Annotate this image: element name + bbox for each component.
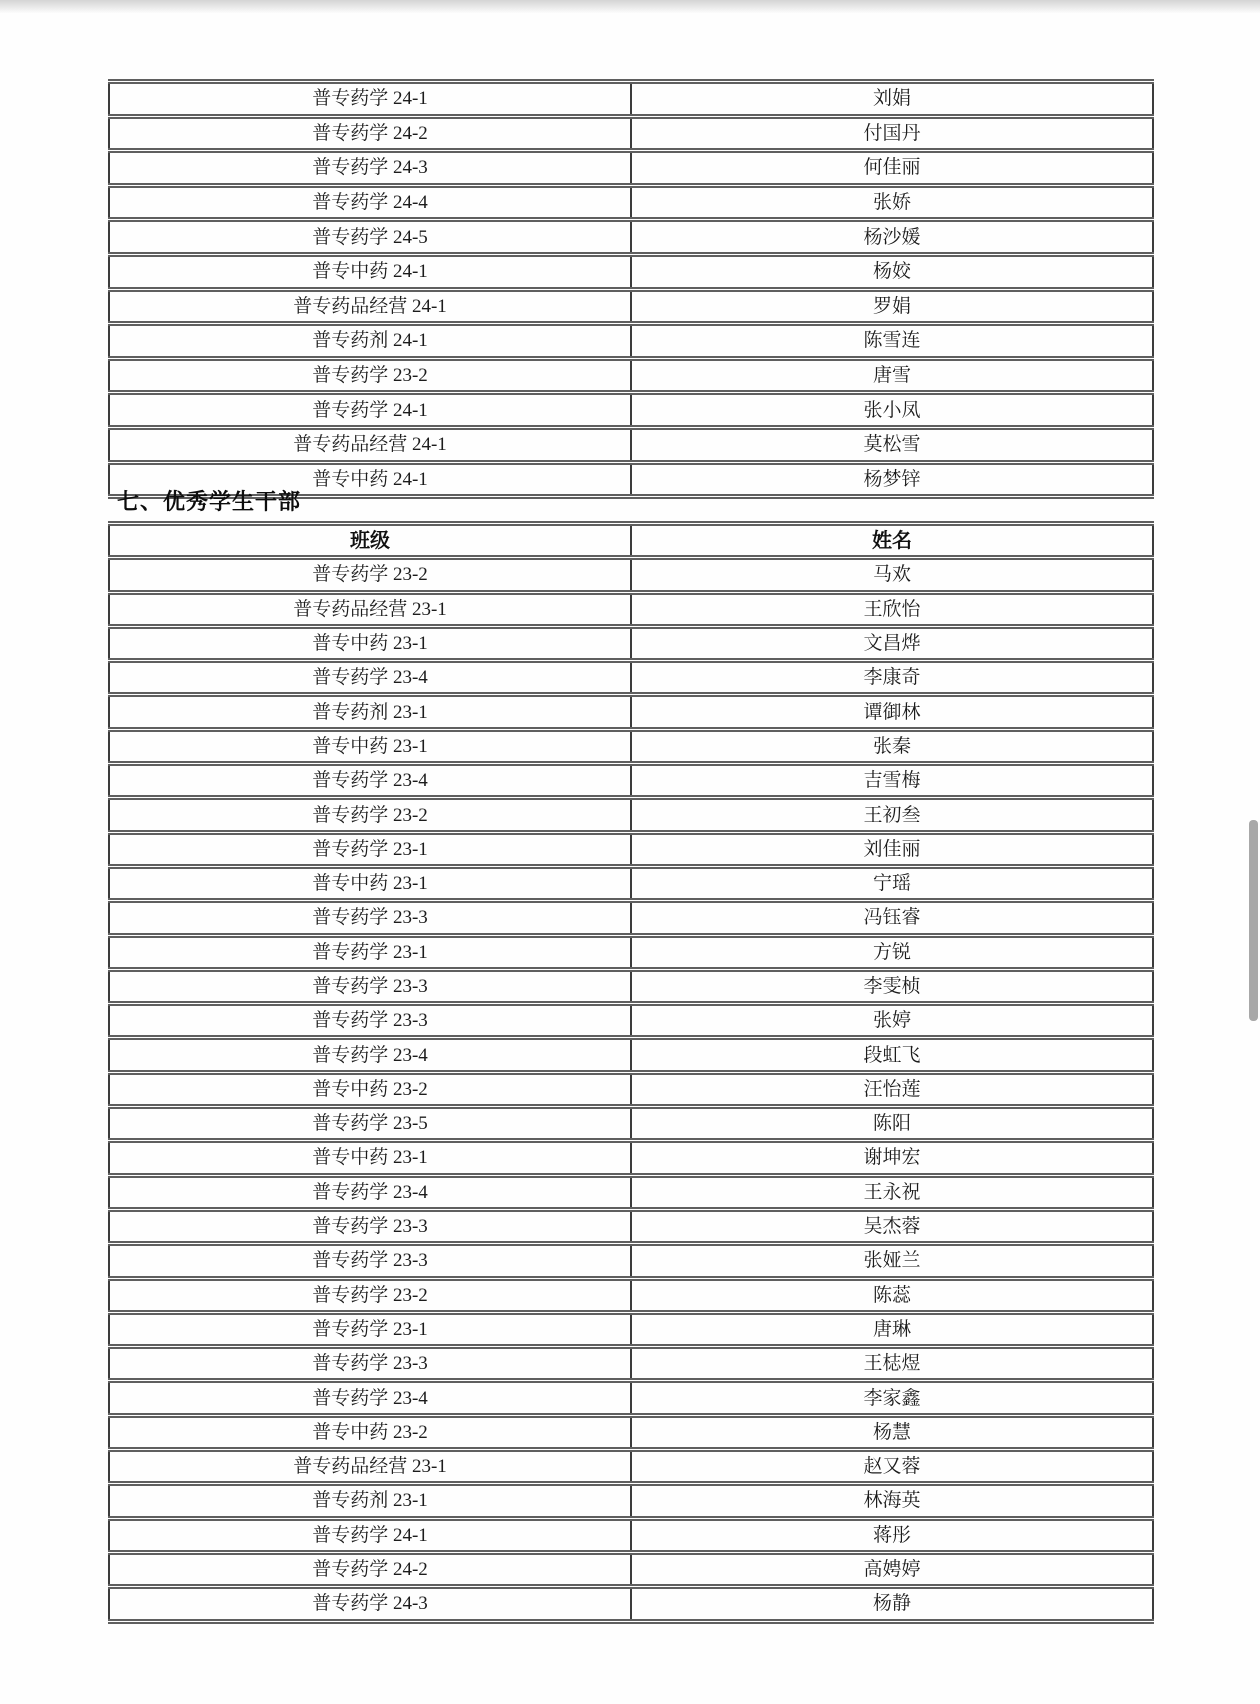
name-cell: 杨沙媛 — [631, 220, 1153, 255]
class-cell: 普专药学 24-2 — [109, 116, 631, 151]
name-cell: 陈阳 — [631, 1107, 1153, 1141]
table-row — [109, 116, 1153, 151]
class-cell: 普专药学 24-1 — [109, 82, 631, 117]
class-cell: 普专药学 23-2 — [109, 798, 631, 832]
name-cell: 陈雪连 — [631, 324, 1153, 359]
name-cell: 何佳丽 — [631, 151, 1153, 186]
class-cell: 普专药学 24-1 — [109, 393, 631, 428]
section-heading: 七、优秀学生干部 — [117, 489, 302, 514]
name-cell: 刘娟 — [631, 82, 1153, 117]
name-cell: 王欣怡 — [631, 592, 1153, 626]
awards-table-continued-body — [109, 82, 1153, 497]
name-cell: 方锐 — [631, 935, 1153, 969]
table-row — [109, 901, 1153, 935]
class-cell: 普专中药 23-2 — [109, 1072, 631, 1106]
name-cell: 文昌烨 — [631, 626, 1153, 660]
name-cell: 赵又蓉 — [631, 1450, 1153, 1484]
table-row — [109, 695, 1153, 729]
class-cell: 普专药品经营 23-1 — [109, 592, 631, 626]
table-row — [109, 185, 1153, 220]
table-row — [109, 1038, 1153, 1072]
table-row — [109, 1450, 1153, 1484]
class-cell: 普专中药 23-2 — [109, 1415, 631, 1449]
table-row — [109, 82, 1153, 117]
name-cell: 李家鑫 — [631, 1381, 1153, 1415]
table-row — [109, 1278, 1153, 1312]
page-top-shadow — [0, 0, 1260, 16]
name-cell: 谢坤宏 — [631, 1141, 1153, 1175]
table-row — [109, 1175, 1153, 1209]
name-cell: 张娇 — [631, 185, 1153, 220]
class-cell: 普专中药 23-1 — [109, 626, 631, 660]
table-row — [109, 626, 1153, 660]
table-row — [109, 1347, 1153, 1381]
name-cell: 王永祝 — [631, 1175, 1153, 1209]
class-cell: 普专药剂 23-1 — [109, 1484, 631, 1518]
name-cell: 高娉婷 — [631, 1552, 1153, 1586]
name-cell: 张秦 — [631, 729, 1153, 763]
class-cell: 普专药学 24-3 — [109, 151, 631, 186]
class-cell: 普专中药 24-1 — [109, 462, 631, 497]
outstanding-cadre-table-body — [109, 524, 1153, 1622]
table-row — [109, 324, 1153, 359]
name-cell: 刘佳丽 — [631, 832, 1153, 866]
class-cell: 普专药品经营 24-1 — [109, 289, 631, 324]
table-row — [109, 358, 1153, 393]
class-cell: 普专药学 23-1 — [109, 935, 631, 969]
class-cell: 普专药学 23-3 — [109, 1004, 631, 1038]
class-cell: 普专药学 23-1 — [109, 832, 631, 866]
table-row — [109, 798, 1153, 832]
class-cell: 普专药学 23-2 — [109, 558, 631, 592]
table-row — [109, 832, 1153, 866]
class-cell: 普专药学 23-3 — [109, 901, 631, 935]
class-cell: 普专药学 24-2 — [109, 1552, 631, 1586]
table-row — [109, 254, 1153, 289]
name-cell: 李雯桢 — [631, 969, 1153, 1003]
table-row — [109, 1484, 1153, 1518]
class-cell: 普专中药 24-1 — [109, 254, 631, 289]
table-row — [109, 1141, 1153, 1175]
name-cell: 张娅兰 — [631, 1244, 1153, 1278]
class-cell: 普专药学 23-4 — [109, 1175, 631, 1209]
table-row — [109, 1004, 1153, 1038]
table-row — [109, 289, 1153, 324]
name-cell: 吉雪梅 — [631, 764, 1153, 798]
class-column-header: 班级 — [109, 524, 631, 558]
name-cell: 段虹飞 — [631, 1038, 1153, 1072]
class-cell: 普专药学 24-3 — [109, 1587, 631, 1621]
class-cell: 普专药学 23-5 — [109, 1107, 631, 1141]
name-cell: 罗娟 — [631, 289, 1153, 324]
table-row — [109, 393, 1153, 428]
name-cell: 蒋彤 — [631, 1518, 1153, 1552]
table-row — [109, 1415, 1153, 1449]
table-row — [109, 1312, 1153, 1346]
class-cell: 普专药学 23-4 — [109, 1381, 631, 1415]
name-cell: 莫松雪 — [631, 427, 1153, 462]
name-cell: 马欢 — [631, 558, 1153, 592]
class-cell: 普专药学 24-4 — [109, 185, 631, 220]
table-row — [109, 661, 1153, 695]
class-cell: 普专药品经营 24-1 — [109, 427, 631, 462]
class-cell: 普专药学 23-4 — [109, 1038, 631, 1072]
name-cell: 陈蕊 — [631, 1278, 1153, 1312]
table-row — [109, 1107, 1153, 1141]
table-row — [109, 1381, 1153, 1415]
awards-table-continued — [108, 79, 1154, 499]
table-row — [109, 1209, 1153, 1243]
name-cell: 唐琳 — [631, 1312, 1153, 1346]
name-cell: 王梽煜 — [631, 1347, 1153, 1381]
name-cell: 张小凤 — [631, 393, 1153, 428]
table-row — [109, 592, 1153, 626]
name-cell: 吴杰蓉 — [631, 1209, 1153, 1243]
name-cell: 汪怡莲 — [631, 1072, 1153, 1106]
class-cell: 普专药学 23-3 — [109, 1209, 631, 1243]
class-cell: 普专药品经营 23-1 — [109, 1450, 631, 1484]
outstanding-cadre-table — [108, 521, 1154, 1624]
class-cell: 普专药学 23-1 — [109, 1312, 631, 1346]
name-cell: 唐雪 — [631, 358, 1153, 393]
class-cell: 普专药学 23-3 — [109, 969, 631, 1003]
name-cell: 张婷 — [631, 1004, 1153, 1038]
table-row — [109, 427, 1153, 462]
table-row — [109, 1072, 1153, 1106]
class-cell: 普专药学 23-4 — [109, 764, 631, 798]
table-row — [109, 1518, 1153, 1552]
name-cell: 杨梦锌 — [631, 462, 1153, 497]
class-cell: 普专药学 24-1 — [109, 1518, 631, 1552]
class-cell: 普专药剂 24-1 — [109, 324, 631, 359]
class-cell: 普专药学 23-2 — [109, 358, 631, 393]
table-row — [109, 729, 1153, 763]
table-row — [109, 764, 1153, 798]
table-row — [109, 1587, 1153, 1621]
name-cell: 谭御林 — [631, 695, 1153, 729]
name-cell: 林海英 — [631, 1484, 1153, 1518]
class-cell: 普专药学 23-3 — [109, 1347, 631, 1381]
name-cell: 王初叁 — [631, 798, 1153, 832]
table-row — [109, 866, 1153, 900]
class-cell: 普专中药 23-1 — [109, 729, 631, 763]
class-cell: 普专药学 23-4 — [109, 661, 631, 695]
class-cell: 普专中药 23-1 — [109, 866, 631, 900]
name-column-header: 姓名 — [631, 524, 1153, 558]
name-cell: 宁瑶 — [631, 866, 1153, 900]
table-row — [109, 1552, 1153, 1586]
name-cell: 杨慧 — [631, 1415, 1153, 1449]
name-cell: 付国丹 — [631, 116, 1153, 151]
table-header-row — [109, 524, 1153, 558]
name-cell: 李康奇 — [631, 661, 1153, 695]
class-cell: 普专药学 24-5 — [109, 220, 631, 255]
table-row — [109, 935, 1153, 969]
class-cell: 普专药学 23-2 — [109, 1278, 631, 1312]
class-cell: 普专药剂 23-1 — [109, 695, 631, 729]
table-row — [109, 558, 1153, 592]
class-cell: 普专中药 23-1 — [109, 1141, 631, 1175]
name-cell: 杨姣 — [631, 254, 1153, 289]
table-row — [109, 969, 1153, 1003]
table-row — [109, 1244, 1153, 1278]
table-row — [109, 220, 1153, 255]
name-cell: 杨静 — [631, 1587, 1153, 1621]
scrollbar-thumb[interactable] — [1249, 820, 1258, 1021]
name-cell: 冯钰睿 — [631, 901, 1153, 935]
class-cell: 普专药学 23-3 — [109, 1244, 631, 1278]
table-row — [109, 151, 1153, 186]
